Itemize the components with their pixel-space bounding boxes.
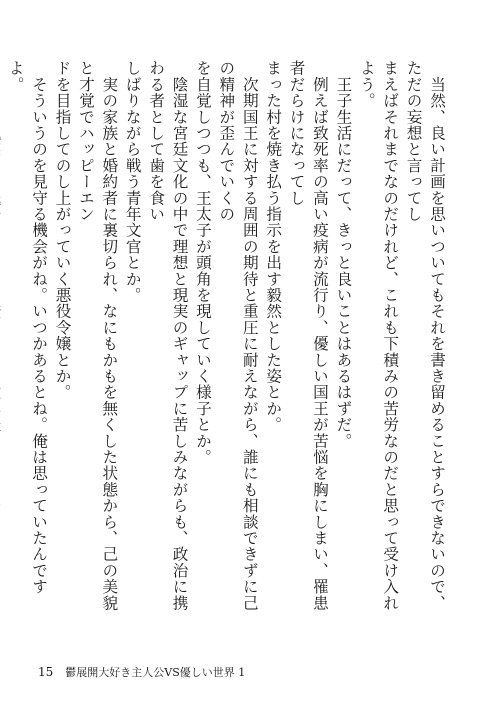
text-line: 王子生活にだって、きっと良いことはあるはずだ。 — [334, 60, 353, 449]
running-title: 鬱展開大好き主人公VS優しい世界 1 — [65, 666, 246, 679]
text-line: そういうのを見守る機会がね。いつかあるとね。俺は思っていたんですよ。 — [6, 60, 49, 595]
text-line: 当然、良い計画を思いついてもそれを書き留めることすらできないので、ただの妄想と言ってし — [404, 60, 446, 611]
text-line: まえばそれまでなのだけれど、これも下積みの苦労なのだと思って受け入れよう。 — [357, 60, 400, 611]
text-line: ドを目指してのし上がっていく悪役令嬢とか。 — [53, 60, 72, 401]
text-line: 例えば致死率の高い疫病が流行り、優しい国王が苦悩を胸にしまい、罹患者だらけになってし — [287, 60, 329, 611]
text-line: 陰湿な宮廷文化の中で理想と現実のギャップに苦しみながらも、政治に携わる者として歯を食い — [147, 60, 189, 611]
text-line: まった村を焼き払う指示を出す毅然とした姿とか。 — [264, 60, 283, 433]
page-footer — [38, 664, 245, 680]
text-line: を自覚しつつも、王太子が頭角を現していく様子とか。 — [193, 60, 212, 465]
text-line: しばりながら戦う青年文官とか。 — [123, 60, 142, 303]
page-number: 15 — [38, 665, 54, 679]
body-text — [6, 60, 448, 620]
text-line — [0, 60, 3, 620]
text-line: 次期国王に対する周囲の期待と重圧に耐えながら、誰にも相談できずに己の精神が歪んでいくの — [217, 60, 259, 611]
text-line: 実の家族と婚約者に裏切られ、なにもかもを無くした状態から、己の美貌と才覚でハッピーエン — [76, 60, 119, 611]
